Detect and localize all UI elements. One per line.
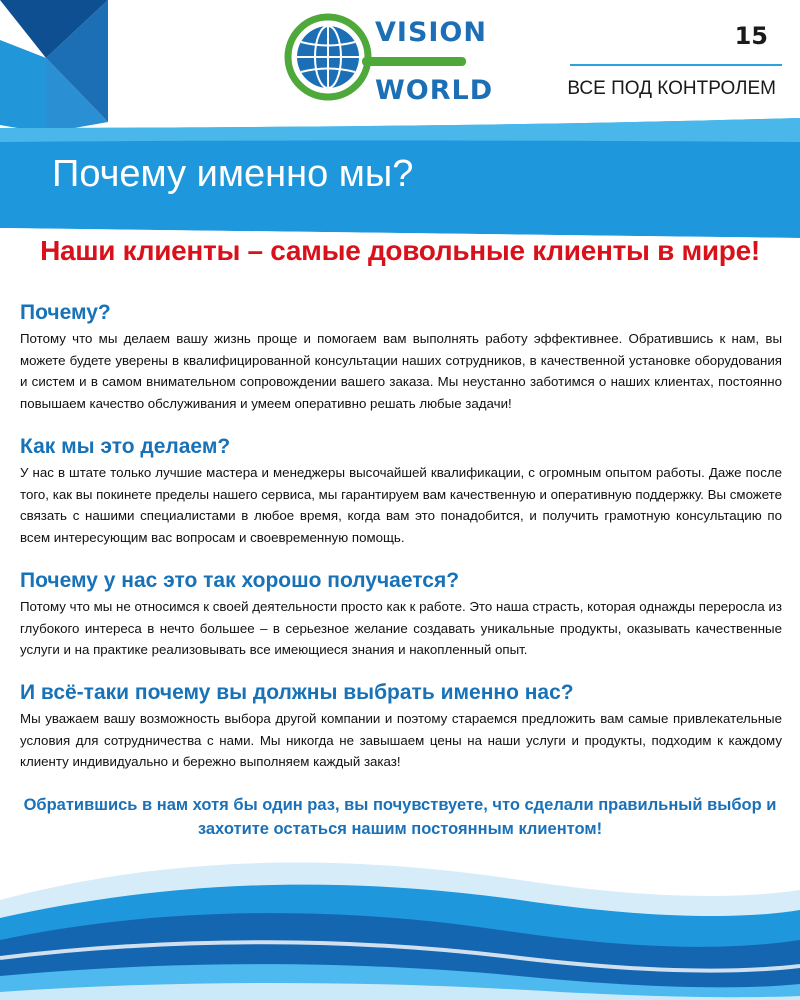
footer-wave-graphic <box>0 840 800 1000</box>
section-label: ВСЕ ПОД КОНТРОЛЕМ <box>567 78 776 99</box>
section-heading: Почему у нас это так хорошо получается? <box>20 569 460 592</box>
section-choose-us <box>20 680 782 773</box>
section-text: Потому что мы делаем вашу жизнь проще и помогаем вам выполнять работу эффективнее. Обратившись к нам, вы можете будете уверены в квалифицированной консультации наших сотрудников, в качественной установке оборудования и систем и в самом внимательном сопровождении вашего заказа. Мы неустанно заботимся о наших клиентах, постоянно повышаем качество обслуживания и умеем оперативно решать любые задачи! <box>20 331 782 411</box>
page-number: 15 <box>734 22 768 50</box>
slogan-heading: Наши клиенты – самые довольные клиенты в мире! <box>40 235 760 266</box>
section-heading: И всё-таки почему вы должны выбрать именно нас? <box>20 681 574 704</box>
section-heading: Как мы это делаем? <box>20 435 231 458</box>
section-text: Потому что мы не относимся к своей деятельности просто как к работе. Это наша страсть, которая однажды переросла из глубокого интереса в нечто большее – в серьезное желание создавать уникальные продукты, оказывать качественные услуги и на практике реализовывать все имеющиеся знания и накопленный опыт. <box>20 599 782 657</box>
section-heading: Почему? <box>20 301 111 324</box>
vision-world-logo[interactable] <box>280 5 494 106</box>
logo-word-world: WORLD <box>375 75 494 106</box>
section-text: У нас в штате только лучшие мастера и менеджеры высочайшей квалификации, с огромным опытом работы. Даже после того, как вы покинете пределы нашего сервиса, мы гарантируем вам качественную и оперативную поддержку. Вы сможете связать с нашими специалистами в любое время, когда вам это понадобится, и получить грамотную консультацию по всем интересующим вас вопросам и своевременную помощь. <box>20 465 782 545</box>
page-title: Почему именно мы? <box>52 153 414 195</box>
section-text: Мы уважаем вашу возможность выбора другой компании и поэтому стараемся предложить вам самые привлекательные условия для сотрудничества с нами. Мы никогда не завышаем цены на наши услуги и продукты, подходим к каждому клиенту индивидуально и бережно выполняем каждый заказ! <box>20 711 782 769</box>
section-why <box>20 300 782 414</box>
section-how <box>20 434 782 548</box>
logo-word-vision: VISION <box>375 17 487 48</box>
section-why-good <box>20 568 782 661</box>
header-divider <box>570 64 782 66</box>
closing-statement: Обратившись в нам хотя бы один раз, вы почувствуете, что сделали правильный выбор и захотите остаться нашим постоянным клиентом! <box>23 796 777 838</box>
